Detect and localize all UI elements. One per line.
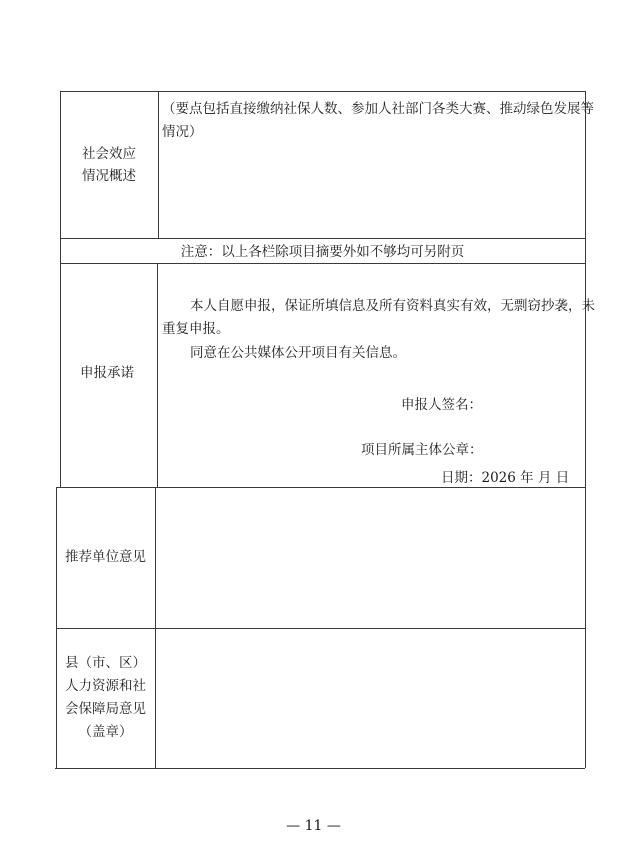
- commitment-para1-line2: 重复申报。: [162, 321, 230, 337]
- table-top-border: [60, 91, 585, 92]
- county-bureau-label-line3: 会保障局意见: [65, 701, 146, 717]
- row-divider-recommender-bottom: [56, 628, 585, 629]
- column-divider-2: [157, 263, 158, 487]
- recommender-label: 推荐单位意见: [65, 549, 146, 565]
- table-bottom-border: [55, 768, 585, 769]
- county-bureau-label-line4: （盖章）: [78, 724, 133, 740]
- applicant-signature: 申报人签名：: [401, 397, 482, 413]
- social-effect-hint-line2: 情况）: [162, 124, 203, 140]
- social-effect-label: [60, 143, 158, 187]
- social-effect-hint-line1: （要点包括直接缴纳社保人数、参加人社部门各类大赛、推动绿色发展等: [162, 101, 594, 117]
- page-number: — 11 —: [286, 818, 341, 834]
- county-bureau-label: [56, 652, 155, 744]
- row-divider-note-bottom: [60, 263, 585, 264]
- commitment-label: 申报承诺: [80, 365, 134, 381]
- commitment-para1-line1: 本人自愿申报，保证所填信息及所有资料真实有效，无剽窃抄袭，未: [190, 298, 595, 314]
- social-effect-label-line1: 社会效应: [82, 146, 136, 162]
- county-bureau-label-line2: 人力资源和社: [65, 678, 146, 694]
- table-right-border: [585, 91, 586, 768]
- social-effect-label-line2: 情况概述: [82, 168, 136, 184]
- column-divider-3: [155, 487, 156, 768]
- note-text: 注意：以上各栏除项目摘要外如不够均可另附页: [180, 244, 465, 260]
- column-divider-1: [158, 91, 159, 238]
- commitment-para2: 同意在公共媒体公开项目有关信息。: [190, 345, 406, 361]
- commitment-date: 日期：2026 年 月 日: [441, 470, 570, 486]
- entity-seal: 项目所属主体公章：: [361, 442, 483, 458]
- row-divider-note-top: [60, 238, 585, 239]
- county-bureau-label-line1: 县（市、区）: [65, 655, 146, 671]
